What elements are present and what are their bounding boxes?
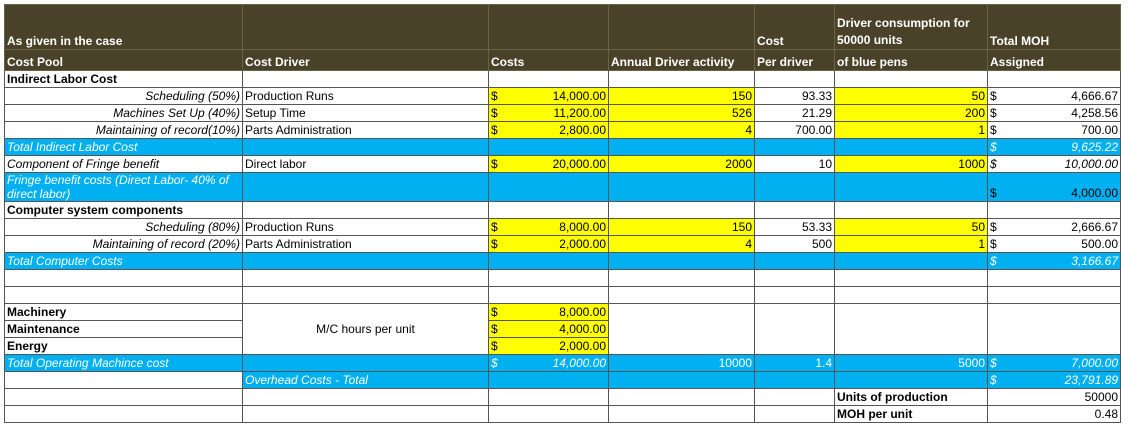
total-consumption-cell[interactable]: 5000 (835, 355, 988, 372)
per-driver-cell[interactable]: 93.33 (755, 88, 835, 105)
total-label[interactable]: Total Operating Machince cost (5, 355, 243, 372)
total-row (5, 355, 1121, 372)
table-row (5, 122, 1121, 139)
cost-pool-cell[interactable]: Maintenance (5, 321, 243, 338)
total-moh-cell[interactable]: $ 700.00 (988, 122, 1121, 139)
fringe-costs-value-cell[interactable]: $ 4,000.00 (988, 173, 1121, 202)
header-cell-total-moh: Assigned (988, 50, 1121, 71)
header-cell: Driver consumption for 50000 units (835, 5, 988, 50)
cost-driver-cell[interactable]: Production Runs (243, 88, 489, 105)
section-title-row (5, 71, 1121, 88)
table-row (5, 304, 1121, 321)
activity-cell[interactable]: 4 (609, 236, 755, 253)
cost-driver-cell[interactable]: Direct labor (243, 156, 489, 173)
cost-driver-cell[interactable]: Production Runs (243, 219, 489, 236)
units-value-cell[interactable]: 50000 (988, 389, 1121, 406)
cost-cell[interactable]: $ 8,000.00 (489, 219, 609, 236)
empty-row (5, 287, 1121, 304)
cost-driver-cell[interactable]: M/C hours per unit (243, 304, 489, 355)
table-row (5, 105, 1121, 122)
fringe-costs-label[interactable]: Fringe benefit costs (Direct Labor- 40% of direct labor) (5, 173, 243, 202)
summary-row (5, 406, 1121, 423)
cost-pool-cell[interactable]: Component of Fringe benefit (5, 156, 243, 173)
cost-driver-cell[interactable]: Setup Time (243, 105, 489, 122)
header-cell-activity: Annual Driver activity (609, 50, 755, 71)
total-moh-cell[interactable]: $ 2,666.67 (988, 219, 1121, 236)
header-row-2 (5, 50, 1121, 71)
cost-pool-cell[interactable]: Energy (5, 338, 243, 355)
cost-cell[interactable]: $ 4,000.00 (489, 321, 609, 338)
cost-pool-cell[interactable]: Scheduling (80%) (5, 219, 243, 236)
total-moh-cell[interactable]: $ 10,000.00 (988, 156, 1121, 173)
header-cell: As given in the case (5, 5, 243, 50)
consumption-cell[interactable]: 1 (835, 236, 988, 253)
total-activity-cell[interactable]: 10000 (609, 355, 755, 372)
header-cell-cost-pool: Cost Pool (5, 50, 243, 71)
cost-cell[interactable]: $ 2,800.00 (489, 122, 609, 139)
section-title: Computer system components (5, 202, 243, 219)
total-moh-cell[interactable]: $ 500.00 (988, 236, 1121, 253)
header-cell-costs: Costs (489, 50, 609, 71)
per-driver-cell[interactable]: 500 (755, 236, 835, 253)
total-value-cell[interactable]: $ 3,166.67 (988, 253, 1121, 270)
total-row (5, 139, 1121, 156)
overhead-total-value-cell[interactable]: $ 23,791.89 (988, 372, 1121, 389)
per-driver-cell[interactable]: 700.00 (755, 122, 835, 139)
header-cell-consumption: of blue pens (835, 50, 988, 71)
total-value-cell[interactable]: $ 9,625.22 (988, 139, 1121, 156)
cost-pool-cell[interactable]: Scheduling (50%) (5, 88, 243, 105)
cost-cell[interactable]: $ 2,000.00 (489, 338, 609, 355)
total-moh-cell[interactable]: $ 4,666.67 (988, 88, 1121, 105)
table-row (5, 236, 1121, 253)
consumption-cell[interactable]: 50 (835, 88, 988, 105)
table-row (5, 156, 1121, 173)
per-driver-cell[interactable]: 10 (755, 156, 835, 173)
header-cell-cost-driver: Cost Driver (243, 50, 489, 71)
total-value-cell[interactable]: $ 7,000.00 (988, 355, 1121, 372)
empty-row (5, 270, 1121, 287)
section-title-row (5, 202, 1121, 219)
total-cost-cell[interactable]: $ 14,000.00 (489, 355, 609, 372)
consumption-cell[interactable]: 200 (835, 105, 988, 122)
moh-per-unit-label: MOH per unit (835, 406, 988, 423)
header-cell: Cost (755, 5, 835, 50)
section-title: Indirect Labor Cost (5, 71, 243, 88)
table-row (5, 88, 1121, 105)
moh-per-unit-value-cell[interactable]: 0.48 (988, 406, 1121, 423)
overhead-total-row (5, 372, 1121, 389)
activity-cell[interactable]: 4 (609, 122, 755, 139)
cost-cell[interactable]: $ 8,000.00 (489, 304, 609, 321)
summary-row (5, 389, 1121, 406)
total-row (5, 173, 1121, 202)
activity-cell[interactable]: 526 (609, 105, 755, 122)
header-cell-per-driver: Per driver (755, 50, 835, 71)
activity-cell[interactable]: 150 (609, 219, 755, 236)
total-label[interactable]: Total Indirect Labor Cost (5, 139, 243, 156)
table-row (5, 219, 1121, 236)
consumption-cell[interactable]: 1000 (835, 156, 988, 173)
cost-driver-cell[interactable]: Parts Administration (243, 122, 489, 139)
consumption-cell[interactable]: 50 (835, 219, 988, 236)
header-row-1 (5, 5, 1121, 50)
header-cell (609, 5, 755, 50)
total-per-driver-cell[interactable]: 1.4 (755, 355, 835, 372)
per-driver-cell[interactable]: 53.33 (755, 219, 835, 236)
moh-spreadsheet (4, 4, 1121, 423)
units-label: Units of production (835, 389, 988, 406)
header-cell (489, 5, 609, 50)
header-cell: Total MOH (988, 5, 1121, 50)
cost-cell[interactable]: $ 20,000.00 (489, 156, 609, 173)
consumption-cell[interactable]: 1 (835, 122, 988, 139)
cost-cell[interactable]: $ 14,000.00 (489, 88, 609, 105)
total-moh-cell[interactable]: $ 4,258.56 (988, 105, 1121, 122)
cost-cell[interactable]: $ 2,000.00 (489, 236, 609, 253)
cost-cell[interactable]: $ 11,200.00 (489, 105, 609, 122)
total-row (5, 253, 1121, 270)
cost-pool-cell[interactable]: Machinery (5, 304, 243, 321)
activity-cell[interactable]: 2000 (609, 156, 755, 173)
cost-pool-cell[interactable]: Maintaining of record(10%) (5, 122, 243, 139)
total-label[interactable]: Total Computer Costs (5, 253, 243, 270)
activity-cell[interactable]: 150 (609, 88, 755, 105)
cost-pool-cell[interactable]: Machines Set Up (40%) (5, 105, 243, 122)
cost-pool-cell[interactable]: Maintaining of record (20%) (5, 236, 243, 253)
overhead-total-label[interactable]: Overhead Costs - Total (243, 372, 489, 389)
cost-driver-cell[interactable]: Parts Administration (243, 236, 489, 253)
header-cell (243, 5, 489, 50)
per-driver-cell[interactable]: 21.29 (755, 105, 835, 122)
